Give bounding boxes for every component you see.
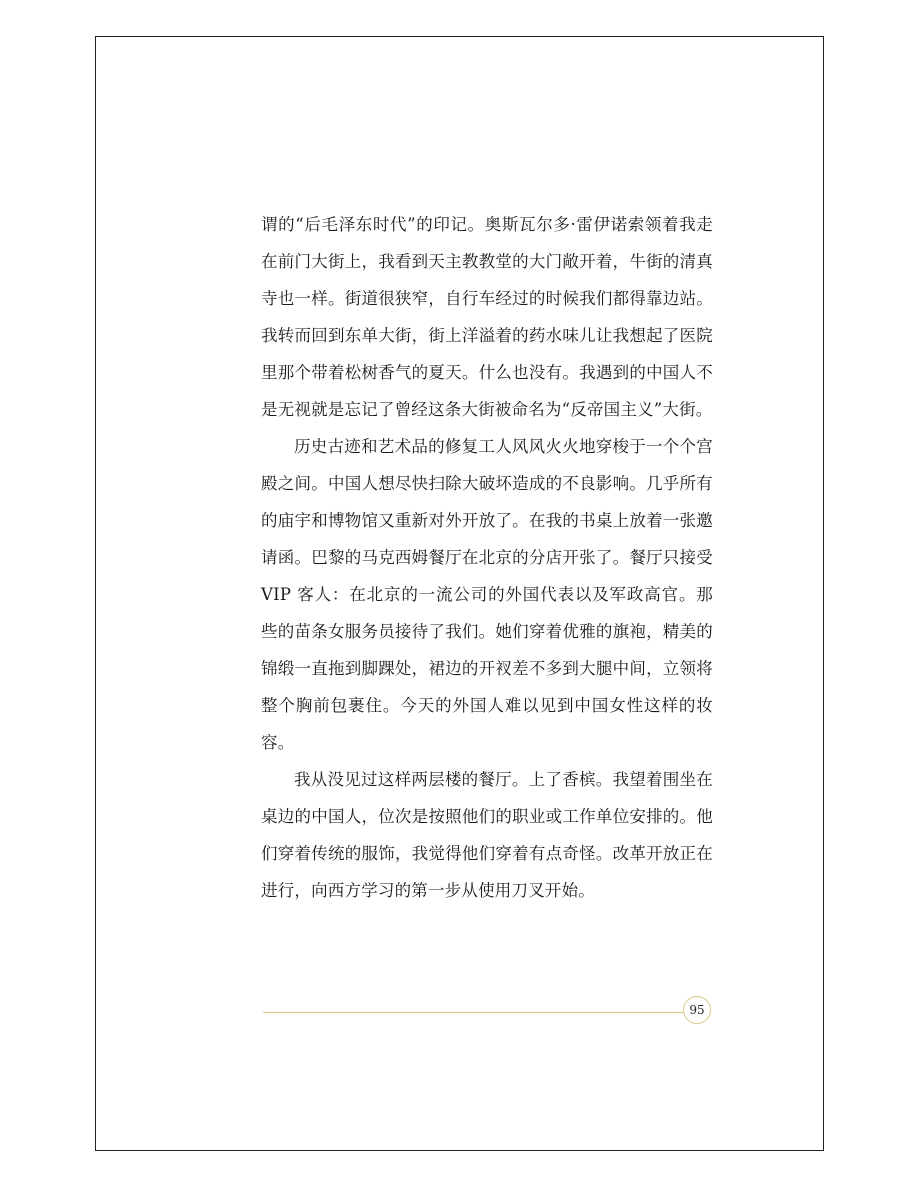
body-text <box>261 206 713 909</box>
page-number: 95 <box>683 996 711 1024</box>
page-footer <box>263 996 713 1028</box>
paragraph-3: 我从没见过这样两层楼的餐厅。上了香槟。我望着围坐在桌边的中国人，位次是按照他们的职业或工作单位安排的。他们穿着传统的服饰，我觉得他们穿着有点奇怪。改革开放正在进行，向西方学习的第一步从使用刀叉开始。 <box>261 770 713 900</box>
paragraph-2: 历史古迹和艺术品的修复工人风风火火地穿梭于一个个宫殿之间。中国人想尽快扫除大破坏造成的不良影响。几乎所有的庙宇和博物馆又重新对外开放了。在我的书桌上放着一张邀请函。巴黎的马克西姆餐厅在北京的分店开张了。餐厅只接受 VIP 客人：在北京的一流公司的外国代表以及军政高官。那些的苗条女服务员接待了我们。她们穿着优雅的旗袍，精美的锦缎一直拖到脚踝处，裙边的开衩差不多到大腿中间，立领将整个胸前包裹住。今天的外国人难以见到中国女性这样的妆容。 <box>261 437 713 752</box>
paragraph-1: 谓的“后毛泽东时代”的印记。奥斯瓦尔多·雷伊诺索领着我走在前门大街上，我看到天主教教堂的大门敞开着，牛街的清真寺也一样。街道很狭窄，自行车经过的时候我们都得靠边站。我转而回到东单大街，街上洋溢着的药水味儿让我想起了医院里那个带着松树香气的夏天。什么也没有。我遇到的中国人不是无视就是忘记了曾经这条大街被命名为“反帝国主义”大街。 <box>261 215 713 419</box>
footer-rule <box>263 1012 683 1013</box>
